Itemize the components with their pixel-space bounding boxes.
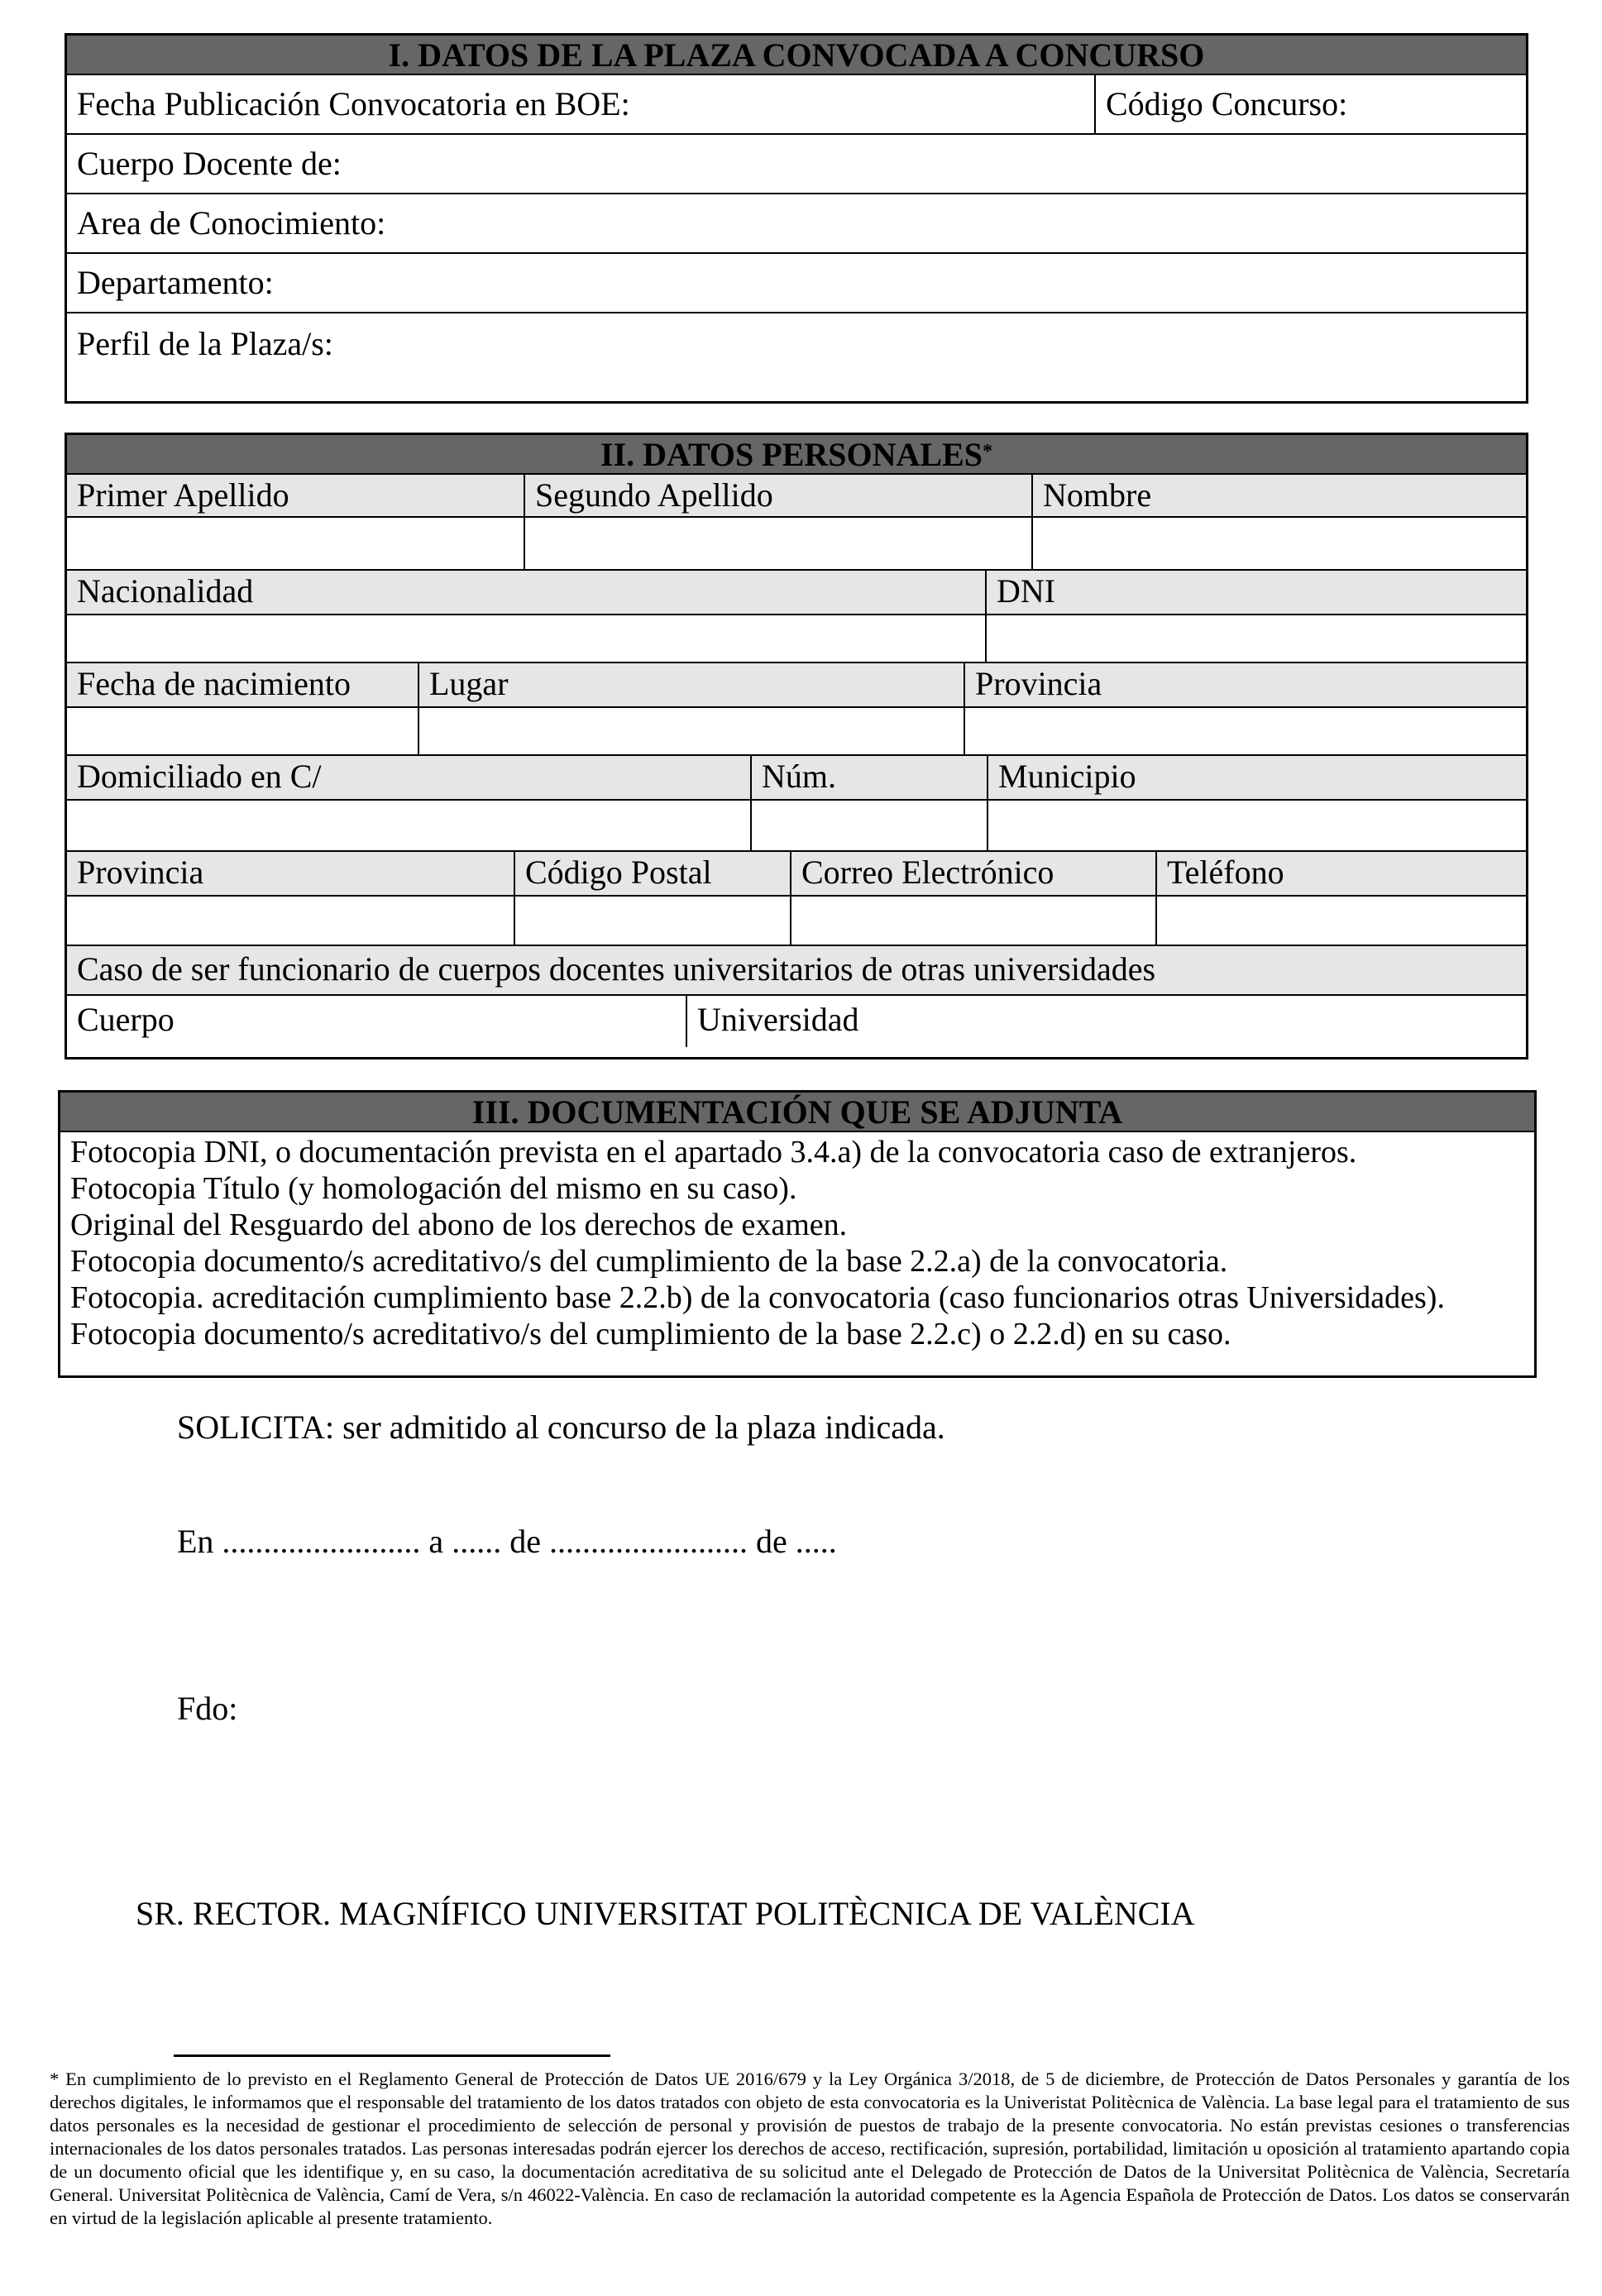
telefono-input[interactable]	[1155, 897, 1526, 945]
row-caso-funcionario	[67, 946, 1526, 996]
section-datos-personales	[65, 433, 1528, 1060]
footnote-marker: *	[983, 441, 992, 462]
perfil-plaza-field[interactable]: Perfil de la Plaza/s:	[77, 325, 333, 362]
nacionalidad-input[interactable]	[67, 615, 985, 662]
domicilio-label: Domiciliado en C/	[77, 758, 322, 795]
row-fecha-codigo	[67, 75, 1526, 135]
municipio-label: Municipio	[987, 756, 1526, 799]
row-inputs-nacimiento	[67, 708, 1526, 756]
row-labels-domicilio	[67, 756, 1526, 801]
dni-label: DNI	[985, 571, 1526, 614]
firma-label[interactable]: Fdo:	[177, 1690, 238, 1727]
solicita-text: SOLICITA: ser admitido al concurso de la plaza indicada.	[177, 1409, 945, 1446]
lugar-input[interactable]	[418, 708, 964, 754]
section-title	[67, 435, 1526, 475]
codigo-postal-input[interactable]	[514, 897, 790, 945]
nacionalidad-label: Nacionalidad	[77, 572, 254, 610]
codigo-postal-label: Código Postal	[514, 852, 790, 895]
telefono-label: Teléfono	[1155, 852, 1526, 895]
primer-apellido-label: Primer Apellido	[77, 476, 289, 514]
list-item: Fotocopia documento/s acreditativo/s del cumplimiento de la base 2.2.c) o 2.2.d) en su caso.	[70, 1317, 1231, 1351]
codigo-concurso-field[interactable]: Código Concurso:	[1094, 75, 1526, 133]
list-item: Fotocopia. acreditación cumplimiento base 2.2.b) de la convocatoria (caso funcionarios otras Universidades).	[70, 1280, 1445, 1315]
cuerpo-field[interactable]: Cuerpo	[77, 1001, 175, 1038]
provincia-input[interactable]	[67, 897, 514, 945]
section-title-text: II. DATOS PERSONALES	[600, 436, 983, 473]
footnote-text: * En cumplimiento de lo previsto en el Reglamento General de Protección de Datos UE 2016/679 y la Ley Orgánica 3/2018, de 5 de diciembre, de Protección de Datos Personales y garantía de los derechos digitales, le informamos que el responsable del tratamiento de los datos tratados con objeto de esta convocatoria es la Univeristat Politècnica de València. La base legal para el tratamiento de sus datos personales es la necesidad de gestionar el procedimiento de selección de personal y provisión de puestos de trabajo de la presente convocatoria. No están previstas cesiones o transferencias internacionales de los datos personales tratados. Las personas interesadas podrán ejercer los derechos de acceso, rectificación, supresión, portabilidad, limitación u oposición al tratamiento apartando copia de un documento oficial que les identifique y, en su caso, la documentación acreditativa de su solicitud ante el Delegado de Protección de Datos de la Universitat Politècnica de València, Secretaría General. Universitat Politècnica de València, Camí de Vera, s/n 46022-València. En caso de reclamación la autoridad competente es la Agencia Española de Protección de Datos. Los datos se conservarán en virtud de la legislación aplicable al presente tratamiento.	[50, 2069, 1570, 2228]
row-cuerpo-universidad	[67, 996, 1526, 1047]
row-cuerpo-docente	[67, 135, 1526, 194]
row-labels-nombre	[67, 475, 1526, 518]
list-item: Fotocopia Título (y homologación del mismo en su caso).	[70, 1171, 797, 1206]
provincia-nacimiento-label: Provincia	[964, 663, 1526, 706]
fecha-nacimiento-input[interactable]	[67, 708, 418, 754]
lugar-label: Lugar	[418, 663, 964, 706]
row-area	[67, 194, 1526, 254]
caso-funcionario-label: Caso de ser funcionario de cuerpos docentes universitarios de otras universidades	[77, 950, 1156, 988]
departamento-field[interactable]: Departamento:	[77, 264, 274, 301]
correo-label: Correo Electrónico	[790, 852, 1155, 895]
destinatario-text: SR. RECTOR. MAGNÍFICO UNIVERSITAT POLITÈCNICA DE VALÈNCIA	[136, 1895, 1195, 1932]
row-inputs-nacionalidad	[67, 615, 1526, 663]
domicilio-input[interactable]	[67, 801, 750, 850]
nombre-label: Nombre	[1031, 475, 1526, 516]
row-labels-nacimiento	[67, 663, 1526, 708]
row-labels-contacto	[67, 852, 1526, 897]
municipio-input[interactable]	[987, 801, 1526, 850]
row-departamento	[67, 254, 1526, 313]
documentacion-list	[60, 1132, 1534, 1352]
lugar-fecha-line[interactable]: En ........................ a ...... de ........................ de .....	[177, 1523, 837, 1560]
row-perfil	[67, 313, 1526, 396]
num-input[interactable]	[750, 801, 987, 850]
section-title: I. DATOS DE LA PLAZA CONVOCADA A CONCURSO	[67, 36, 1526, 75]
area-conocimiento-field[interactable]: Area de Conocimiento:	[77, 204, 386, 242]
section-title: III. DOCUMENTACIÓN QUE SE ADJUNTA	[60, 1093, 1534, 1132]
provincia-nacimiento-input[interactable]	[964, 708, 1526, 754]
provincia-label: Provincia	[77, 854, 204, 891]
primer-apellido-input[interactable]	[67, 518, 524, 569]
correo-input[interactable]	[790, 897, 1155, 945]
list-item: Fotocopia documento/s acreditativo/s del cumplimiento de la base 2.2.a) de la convocatoria.	[70, 1244, 1228, 1279]
section-plaza-convocada	[65, 33, 1528, 404]
universidad-field[interactable]: Universidad	[686, 996, 1526, 1047]
footnote-rule	[174, 2054, 610, 2057]
fecha-publicacion-field[interactable]: Fecha Publicación Convocatoria en BOE:	[77, 85, 630, 122]
row-inputs-nombre	[67, 518, 1526, 571]
segundo-apellido-label: Segundo Apellido	[524, 475, 1031, 516]
dni-input[interactable]	[985, 615, 1526, 662]
nombre-input[interactable]	[1031, 518, 1526, 569]
row-inputs-contacto	[67, 897, 1526, 946]
num-label: Núm.	[750, 756, 987, 799]
cuerpo-docente-field[interactable]: Cuerpo Docente de:	[77, 145, 342, 182]
section-documentacion	[58, 1090, 1537, 1378]
fecha-nacimiento-label: Fecha de nacimiento	[77, 665, 351, 702]
list-item: Fotocopia DNI, o documentación prevista en el apartado 3.4.a) de la convocatoria caso de extranjeros.	[70, 1135, 1357, 1170]
segundo-apellido-input[interactable]	[524, 518, 1031, 569]
row-inputs-domicilio	[67, 801, 1526, 852]
row-labels-nacionalidad	[67, 571, 1526, 615]
list-item: Original del Resguardo del abono de los derechos de examen.	[70, 1208, 848, 1242]
